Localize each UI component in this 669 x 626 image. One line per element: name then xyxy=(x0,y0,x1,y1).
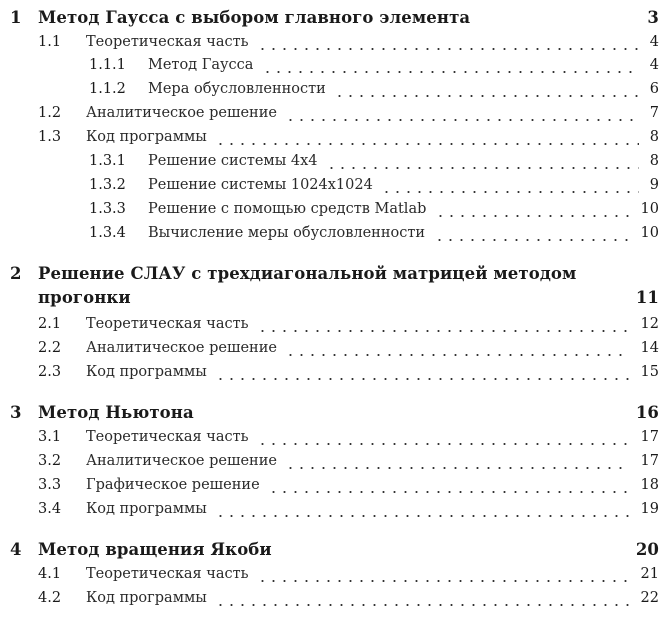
dot-leader xyxy=(215,586,630,610)
toc-entry[interactable] xyxy=(0,538,669,562)
toc-entry-number: 3.3 xyxy=(38,477,62,493)
toc-entry-title: Теоретическая часть xyxy=(86,429,249,445)
dot-leader xyxy=(268,473,630,497)
toc-entry-number: 3.2 xyxy=(38,453,62,469)
toc-entry[interactable] xyxy=(0,125,669,149)
toc-entry-number: 1.3.1 xyxy=(89,153,126,169)
toc-entry[interactable] xyxy=(0,401,669,425)
toc-entry[interactable] xyxy=(0,497,669,521)
toc-entry-number: 1.1.2 xyxy=(89,81,126,97)
toc-entry-number: 2.3 xyxy=(38,364,62,380)
toc-entry-number: 2.1 xyxy=(38,316,62,332)
dot-leader xyxy=(381,173,639,197)
dot-leader xyxy=(257,312,630,336)
dot-leader xyxy=(257,425,630,449)
toc-entry-number: 1.1.1 xyxy=(89,57,126,73)
toc-entry-number: 1.3.4 xyxy=(89,225,126,241)
toc-entry-title: Мера обусловленности xyxy=(148,81,326,97)
toc-entry[interactable] xyxy=(0,6,669,30)
toc-entry-title: Теоретическая часть xyxy=(86,566,249,582)
toc-entry-title: Метод Гаусса xyxy=(148,57,254,73)
toc-entry-number: 4.1 xyxy=(38,566,62,582)
toc-entry-page: 3 xyxy=(647,8,659,27)
dot-leader xyxy=(285,449,630,473)
toc-entry[interactable] xyxy=(0,262,669,310)
toc-entry-page: 14 xyxy=(640,340,659,356)
toc-entry[interactable] xyxy=(0,77,669,101)
toc-entry-page: 4 xyxy=(649,57,659,73)
toc-entry-page: 15 xyxy=(640,364,659,380)
toc-entry[interactable] xyxy=(0,312,669,336)
toc-entry-page: 17 xyxy=(640,453,659,469)
toc-entry-number: 1.3.2 xyxy=(89,177,126,193)
toc-entry-title: Аналитическое решение xyxy=(86,105,277,121)
toc-entry-title: Метод вращения Якоби xyxy=(38,540,272,559)
toc-entry-title: Решение с помощью средств Matlab xyxy=(148,201,427,217)
toc-entry[interactable] xyxy=(0,53,669,77)
toc-entry-page: 7 xyxy=(649,105,659,121)
toc-entry-title: Метод Ньютона xyxy=(38,403,194,422)
toc-entry-title: Код программы xyxy=(86,590,207,606)
toc-entry-page: 10 xyxy=(640,201,659,217)
dot-leader xyxy=(215,125,639,149)
toc-entry-title: Аналитическое решение xyxy=(86,453,277,469)
toc-entry-title: Теоретическая часть xyxy=(86,316,249,332)
toc-entry-number: 4.2 xyxy=(38,590,62,606)
toc-entry-number: 1 xyxy=(10,8,22,27)
toc-entry-page: 10 xyxy=(640,225,659,241)
toc-entry[interactable] xyxy=(0,473,669,497)
toc-entry[interactable] xyxy=(0,149,669,173)
toc-entry-page: 9 xyxy=(649,177,659,193)
toc-entry-title: Код программы xyxy=(86,129,207,145)
dot-leader xyxy=(215,360,630,384)
toc-entry-number: 1.1 xyxy=(38,34,62,50)
dot-leader xyxy=(434,221,630,245)
toc-entry[interactable] xyxy=(0,101,669,125)
toc-entry-number: 3 xyxy=(10,403,22,422)
toc-entry[interactable] xyxy=(0,221,669,245)
toc-entry-page: 18 xyxy=(640,477,659,493)
dot-leader xyxy=(285,336,630,360)
toc-entry[interactable] xyxy=(0,30,669,54)
toc-entry-number: 3.4 xyxy=(38,501,62,517)
toc-entry[interactable] xyxy=(0,197,669,221)
toc-entry[interactable] xyxy=(0,336,669,360)
toc-entry-title: Код программы xyxy=(86,364,207,380)
dot-leader xyxy=(257,30,639,54)
toc-entry-page: 4 xyxy=(649,34,659,50)
toc-entry-title: Решение системы 4x4 xyxy=(148,153,318,169)
dot-leader xyxy=(334,77,639,101)
toc-entry-title: Графическое решение xyxy=(86,477,260,493)
toc-entry-page: 19 xyxy=(640,501,659,517)
dot-leader xyxy=(285,101,639,125)
toc-entry-page: 8 xyxy=(649,129,659,145)
toc-entry-number: 2 xyxy=(10,264,22,283)
toc-entry[interactable] xyxy=(0,586,669,610)
toc-entry-page: 11 xyxy=(635,288,659,307)
toc-entry-title: Метод Гаусса с выбором главного элемента xyxy=(38,8,471,27)
toc-entry-page: 17 xyxy=(640,429,659,445)
dot-leader xyxy=(435,197,630,221)
toc-entry-title: Решение системы 1024x1024 xyxy=(148,177,373,193)
toc-entry-number: 1.3 xyxy=(38,129,62,145)
toc-entry[interactable] xyxy=(0,425,669,449)
toc-entry-number: 2.2 xyxy=(38,340,62,356)
toc-entry-title: Решение СЛАУ с трехдиагональной матрицей методом xyxy=(38,264,577,283)
toc-entry-page: 6 xyxy=(649,81,659,97)
toc-entry-page: 22 xyxy=(640,590,659,606)
dot-leader xyxy=(257,562,630,586)
toc-entry-title-continuation: прогонки xyxy=(38,288,131,307)
toc-entry-title: Вычисление меры обусловленности xyxy=(148,225,426,241)
toc-entry[interactable] xyxy=(0,360,669,384)
toc-entry-number: 1.3.3 xyxy=(89,201,126,217)
dot-leader xyxy=(215,497,630,521)
toc-entry-title: Теоретическая часть xyxy=(86,34,249,50)
toc-entry-title: Код программы xyxy=(86,501,207,517)
dot-leader xyxy=(262,53,639,77)
toc-entry[interactable] xyxy=(0,562,669,586)
toc-entry-page: 8 xyxy=(649,153,659,169)
dot-leader xyxy=(326,149,639,173)
toc-entry-title: Аналитическое решение xyxy=(86,340,277,356)
toc-entry-page: 20 xyxy=(635,540,659,559)
toc-entry-number: 4 xyxy=(10,540,22,559)
toc-entry-number: 3.1 xyxy=(38,429,62,445)
toc-entry-page: 12 xyxy=(640,316,659,332)
toc-entry-page: 16 xyxy=(635,403,659,422)
toc-entry-number: 1.2 xyxy=(38,105,62,121)
toc-entry[interactable] xyxy=(0,173,669,197)
toc-entry-page: 21 xyxy=(640,566,659,582)
toc-entry[interactable] xyxy=(0,449,669,473)
